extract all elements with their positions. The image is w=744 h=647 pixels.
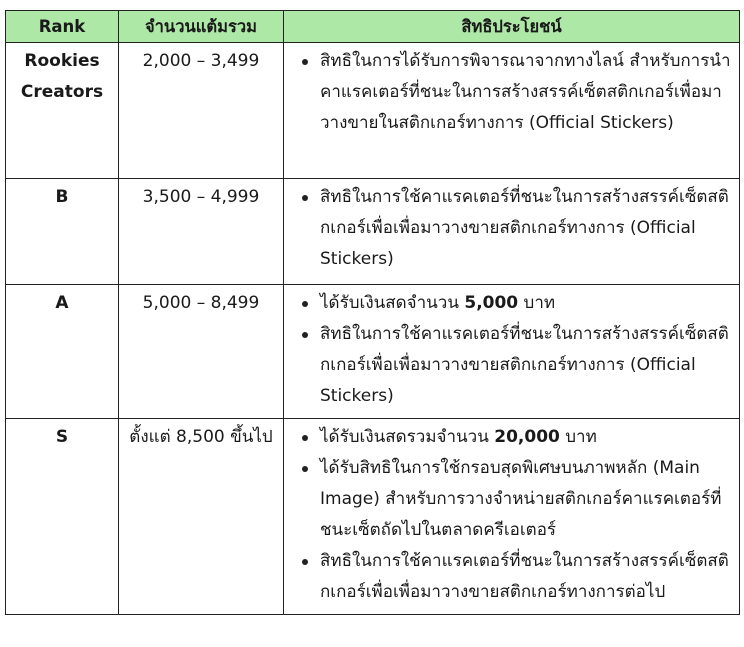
rank-cell: Rookies Creators bbox=[6, 43, 119, 179]
cash-amount: 5,000 bbox=[464, 293, 519, 313]
benefit-list bbox=[294, 182, 731, 275]
rank-cell: A bbox=[6, 285, 119, 419]
benefit-cell bbox=[284, 179, 740, 285]
benefit-item: สิทธิในการได้รับการพิจารณาจากทางไลน์ สำหรับการนำคาแรคเตอร์ที่ชนะในการสร้างสรรค์เซ็ตสติกเกอร์เพื่อมาวางขายในสติกเกอร์ทางการ (Official Stickers) bbox=[320, 46, 731, 139]
score-cell: 5,000 – 8,499 bbox=[119, 285, 284, 419]
benefit-list bbox=[294, 422, 731, 608]
score-cell: ตั้งแต่ 8,500 ขึ้นไป bbox=[119, 419, 284, 615]
benefit-list bbox=[294, 288, 731, 412]
header-rank: Rank bbox=[6, 11, 119, 43]
rank-cell: S bbox=[6, 419, 119, 615]
rank-benefits-table bbox=[5, 10, 740, 615]
benefit-item: สิทธิในการใช้คาแรคเตอร์ที่ชนะในการสร้างสรรค์เซ็ตสติกเกอร์เพื่อเพื่อมาวางขายสติกเกอร์ทางการ (Official Stickers) bbox=[320, 319, 731, 412]
benefit-text: ได้รับเงินสดรวมจำนวน bbox=[320, 427, 495, 447]
benefit-list bbox=[294, 46, 731, 139]
benefit-item: สิทธิในการใช้คาแรคเตอร์ที่ชนะในการสร้างสรรค์เซ็ตสติกเกอร์เพื่อเพื่อมาวางขายสติกเกอร์ทางการ (Official Stickers) bbox=[320, 182, 731, 275]
rank-benefits-table-container bbox=[5, 10, 740, 615]
benefit-item bbox=[320, 288, 731, 319]
benefit-item bbox=[320, 422, 731, 453]
header-benefits: สิทธิประโยชน์ bbox=[284, 11, 740, 43]
header-row bbox=[6, 11, 740, 43]
benefit-text: บาท bbox=[559, 427, 597, 447]
table-row-s bbox=[6, 419, 740, 615]
benefit-item: ได้รับสิทธิในการใช้กรอบสุดพิเศษบนภาพหลัก (Main Image) สำหรับการวางจำหน่ายสติกเกอร์คาแรคเตอร์ที่ชนะเซ็ตถัดไปในตลาดครีเอเตอร์ bbox=[320, 453, 731, 546]
benefit-item: สิทธิในการใช้คาแรคเตอร์ที่ชนะในการสร้างสรรค์เซ็ตสติกเกอร์เพื่อเพื่อมาวางขายสติกเกอร์ทางการต่อไป bbox=[320, 546, 731, 608]
table-row-rookies bbox=[6, 43, 740, 179]
score-cell: 3,500 – 4,999 bbox=[119, 179, 284, 285]
rank-cell: B bbox=[6, 179, 119, 285]
benefit-cell bbox=[284, 419, 740, 615]
table-row-b bbox=[6, 179, 740, 285]
benefit-text: ได้รับเงินสดจำนวน bbox=[320, 293, 465, 313]
table-body bbox=[6, 43, 740, 615]
benefit-cell bbox=[284, 285, 740, 419]
table-header bbox=[6, 11, 740, 43]
score-cell: 2,000 – 3,499 bbox=[119, 43, 284, 179]
header-score: จำนวนแต้มรวม bbox=[119, 11, 284, 43]
cash-amount: 20,000 bbox=[494, 427, 560, 447]
benefit-text: บาท bbox=[518, 293, 556, 313]
benefit-cell bbox=[284, 43, 740, 179]
table-row-a bbox=[6, 285, 740, 419]
